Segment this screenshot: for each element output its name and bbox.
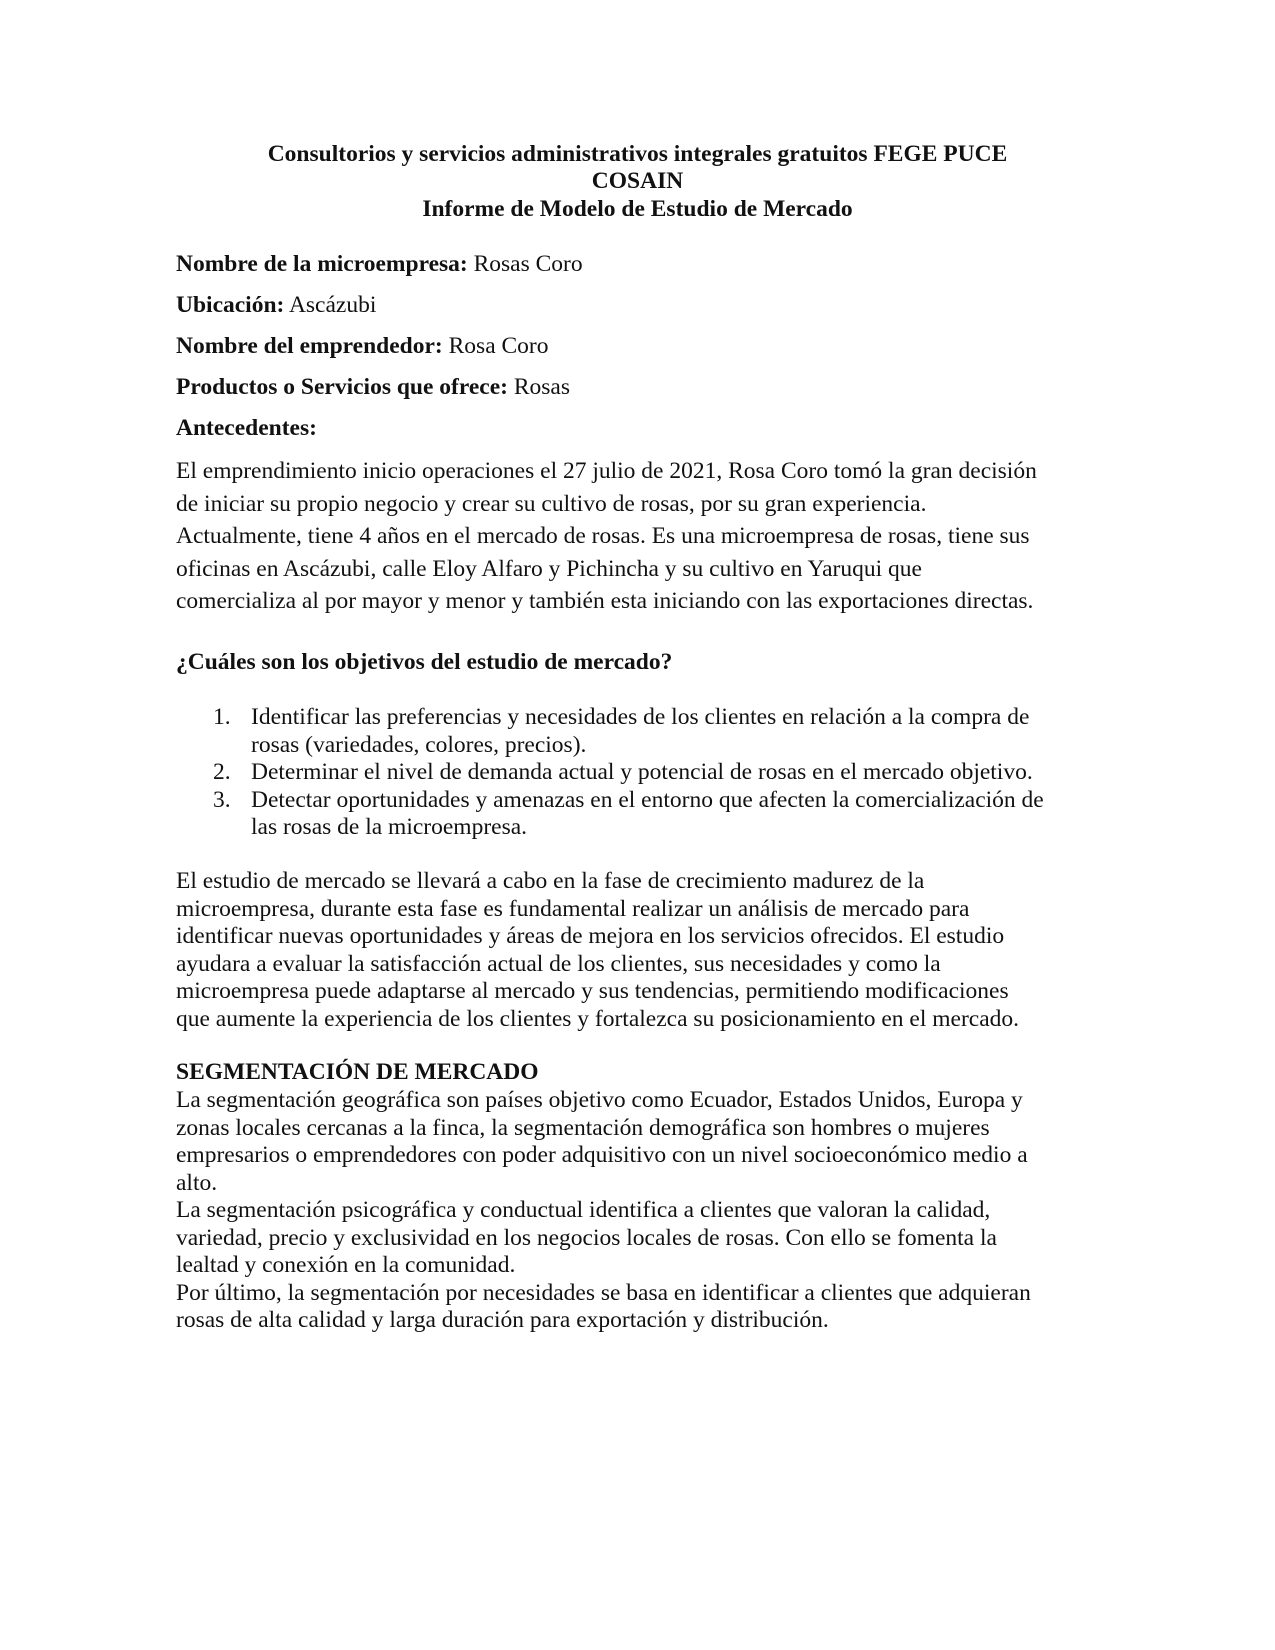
list-item-number: 1. [213,704,231,730]
field-label: Nombre del emprendedor: [176,333,443,359]
objetivos-title: ¿Cuáles son los objetivos del estudio de mercado? [176,649,673,675]
paragraph-line: La segmentación geográfica son países objetivo como Ecuador, Estados Unidos, Europa y [176,1087,1023,1113]
paragraph-line: rosas de alta calidad y larga duración para exportación y distribución. [176,1307,829,1333]
field-ubicacion [176,292,376,319]
paragraph-line: comercializa al por mayor y menor y también esta iniciando con las exportaciones directas. [176,588,1034,614]
list-item-line: Detectar oportunidades y amenazas en el entorno que afecten la comercialización de [251,786,1044,813]
field-label: Ubicación: [176,292,285,318]
list-item [176,759,1096,787]
paragraph-line: lealtad y conexión en la comunidad. [176,1252,516,1278]
header-line-1: Consultorios y servicios administrativos integrales gratuitos FEGE PUCE [267,141,1008,167]
list-item-line: Determinar el nivel de demanda actual y potencial de rosas en el mercado objetivo. [251,759,1033,785]
paragraph-line: microempresa, durante esta fase es fundamental realizar un análisis de mercado para [176,895,970,922]
list-item-line: rosas (variedades, colores, precios). [251,731,587,758]
report-title: Informe de Modelo de Estudio de Mercado [422,196,853,222]
list-item-number: 3. [213,786,231,813]
segmentacion-title: SEGMENTACIÓN DE MERCADO [176,1059,539,1085]
header-line-2: COSAIN [591,168,684,194]
field-value: Rosas [507,374,571,400]
antecedentes-paragraph [176,455,1096,618]
paragraph-line: variedad, precio y exclusividad en los negocios locales de rosas. Con ello se fomenta la [176,1224,997,1251]
paragraph-line: Por último, la segmentación por necesidades se basa en identificar a clientes que adquieran [176,1279,1031,1306]
field-label: Nombre de la microempresa: [176,251,468,277]
paragraph-line: La segmentación psicográfica y conductual identifica a clientes que valoran la calidad, [176,1197,991,1223]
field-productos [176,374,570,401]
field-value: Rosa Coro [442,333,549,359]
field-emprendedor [176,333,549,360]
paragraph-line: El estudio de mercado se llevará a cabo en la fase de crecimiento madurez de la [176,868,925,894]
paragraph-line: de iniciar su propio negocio y crear su cultivo de rosas, por su gran experiencia. [176,490,927,517]
paragraph-line: oficinas en Ascázubi, calle Eloy Alfaro y Pichincha y su cultivo en Yaruqui que [176,555,922,582]
list-item-line: las rosas de la microempresa. [251,814,528,840]
field-label: Productos o Servicios que ofrece: [176,374,508,400]
paragraph-line: ayudara a evaluar la satisfacción actual de los clientes, sus necesidades y como la [176,950,941,977]
list-item [176,787,1096,842]
list-item-number: 2. [213,759,231,785]
segmentacion-paragraph [176,1087,1096,1335]
paragraph-line: zonas locales cercanas a la finca, la segmentación demográfica son hombres o mujeres [176,1114,990,1141]
list-item-line: Identificar las preferencias y necesidades de los clientes en relación a la compra de [251,704,1030,730]
field-value: Rosas Coro [467,251,583,277]
list-item [176,704,1096,759]
objetivos-list [176,704,1096,842]
antecedentes-title: Antecedentes: [176,415,317,441]
paragraph-line: que aumente la experiencia de los clientes y fortalezca su posicionamiento en el mercado. [176,1005,1020,1032]
estudio-paragraph [176,868,1096,1033]
paragraph-line: identificar nuevas oportunidades y áreas de mejora en los servicios ofrecidos. El estudio [176,923,1005,949]
paragraph-line: Actualmente, tiene 4 años en el mercado de rosas. Es una microempresa de rosas, tiene sus [176,523,1030,549]
paragraph-line: El emprendimiento inicio operaciones el 27 julio de 2021, Rosa Coro tomó la gran decisión [176,458,1037,484]
paragraph-line: alto. [176,1169,218,1196]
field-microempresa [176,251,583,278]
field-value: Ascázubi [284,292,377,318]
paragraph-line: empresarios o emprendedores con poder adquisitivo con un nivel socioeconómico medio a [176,1142,1028,1168]
paragraph-line: microempresa puede adaptarse al mercado y sus tendencias, permitiendo modificaciones [176,978,1009,1004]
